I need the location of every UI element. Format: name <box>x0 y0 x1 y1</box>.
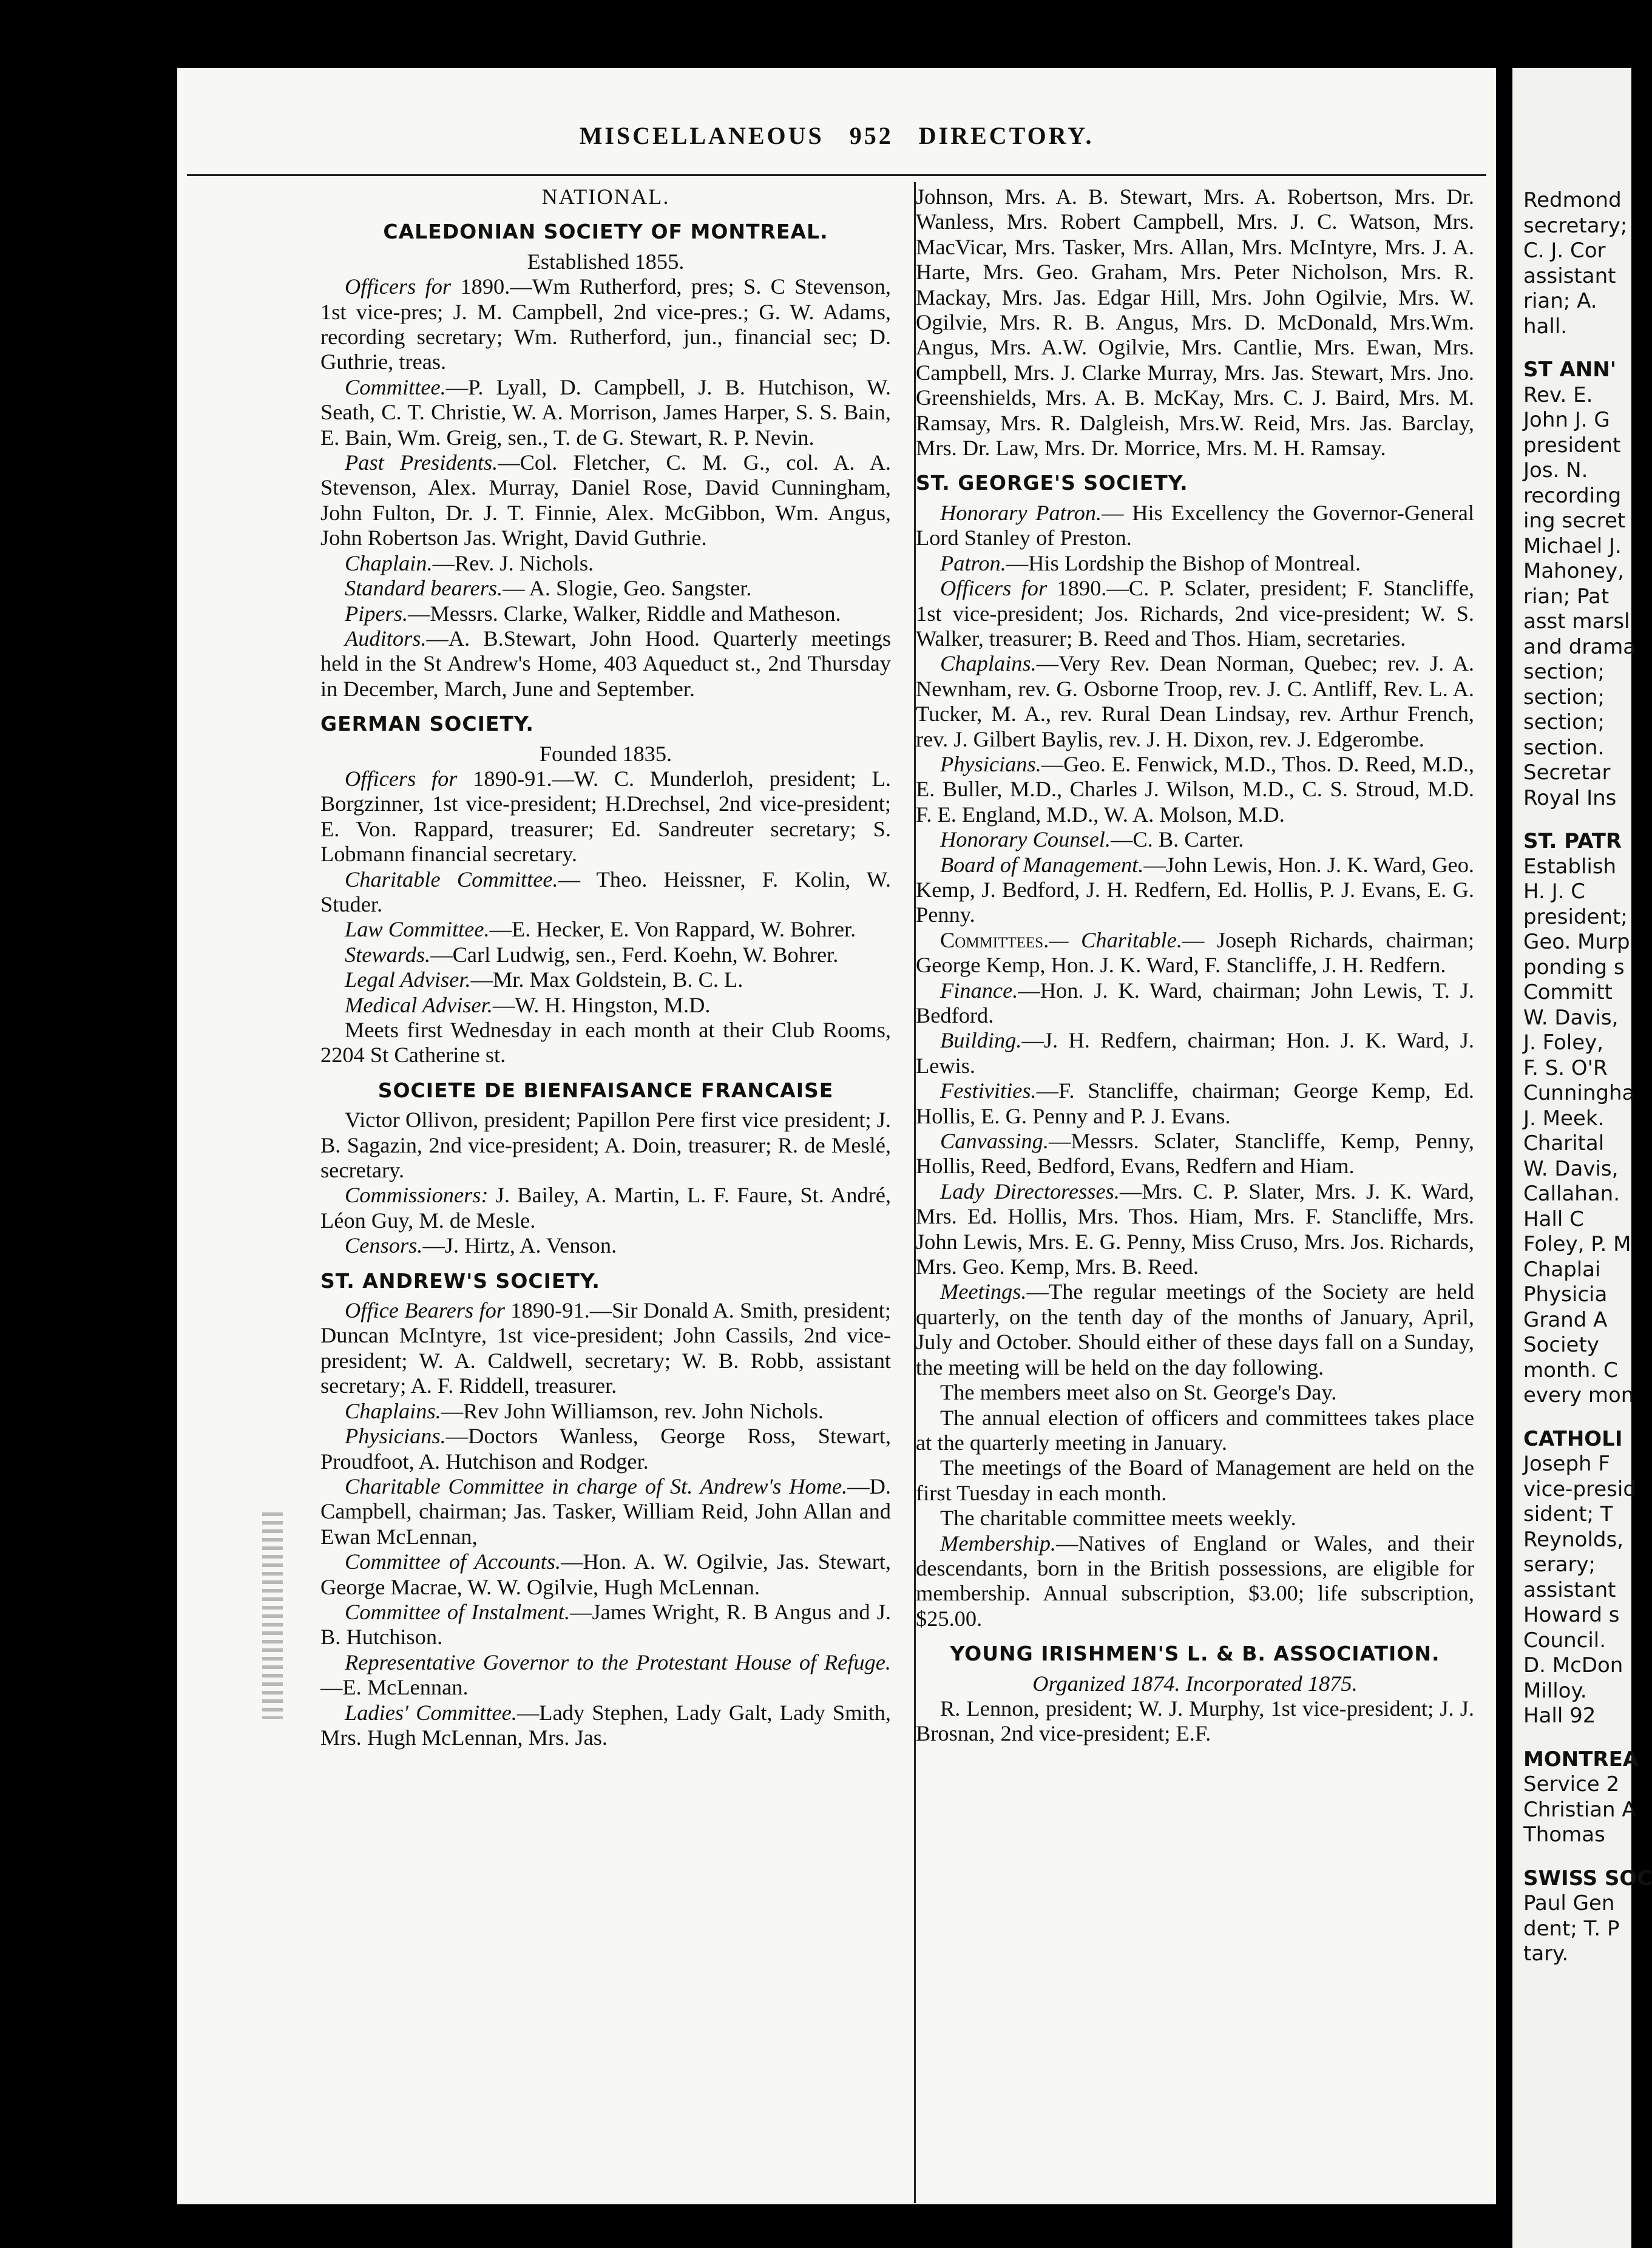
strip-line: D. McDon <box>1523 1653 1623 1678</box>
caledonian-standard-bearers: Standard bearers.— A. Slogie, Geo. Sangster. <box>345 576 752 601</box>
strip-line: Paul Gen <box>1523 1891 1615 1915</box>
strip-line: ing secret <box>1523 509 1626 533</box>
bienfaisance-commissioners: Commissioners: J. Bailey, A. Martin, L. F. Faure, St. André, Léon Guy, M. de Mesle. <box>320 1183 891 1233</box>
page-number: 952 <box>849 122 893 149</box>
st-george-counsel: Honorary Counsel.—C. B. Carter. <box>940 827 1244 852</box>
strip-heading: ST. PATR <box>1523 829 1622 853</box>
caledonian-established: Established 1855. <box>527 249 685 274</box>
german-founded: Founded 1835. <box>539 741 672 766</box>
st-george-board-meet: The meetings of the Board of Management are held on the first Tuesday in each month. <box>916 1455 1474 1505</box>
header-left: MISCELLANEOUS <box>579 122 824 149</box>
st-andrew-ladies: Ladies' Committee.—Lady Stephen, Lady Galt, Lady Smith, Mrs. Hugh McLennan, Mrs. Jas. <box>320 1700 891 1750</box>
strip-line: Michael J. <box>1523 533 1622 558</box>
st-george-patron: Patron.—His Lordship the Bishop of Montreal. <box>940 550 1361 575</box>
strip-line: assistant <box>1523 1577 1616 1602</box>
st-andrew-instalment: Committee of Instalment.—James Wright, R. B Angus and J. B. Hutchison. <box>320 1599 891 1650</box>
heading-german: GERMAN SOCIETY. <box>320 712 534 736</box>
strip-line: dent; T. P <box>1523 1916 1620 1941</box>
strip-heading: CATHOLI <box>1523 1426 1623 1451</box>
st-andrew-accounts: Committee of Accounts.—Hon. A. W. Ogilvie, Jas. Stewart, George Macrae, W. W. Ogilvie, Hugh McLennan. <box>320 1549 891 1599</box>
strip-line: secretary; <box>1523 213 1628 238</box>
strip-heading: SWISS SOC <box>1523 1866 1652 1891</box>
strip-line: Reynolds, <box>1523 1527 1624 1552</box>
st-andrew-bearers: Office Bearers for 1890-91.—Sir Donald A. Smith, president; Duncan McIntyre, 1st vice-president; John Cassils, 2nd vice-president; W. A. Caldwell, secretary; W. B. Robb, assistant secretary; A. F. Riddell, treasurer. <box>320 1298 891 1398</box>
strip-line: Mahoney, <box>1523 559 1624 583</box>
strip-line: section; <box>1523 710 1605 734</box>
strip-line: rian; A. <box>1523 289 1597 313</box>
strip-line: president <box>1523 433 1621 458</box>
st-george-hon-patron: Honorary Patron.— His Excellency the Governor-General Lord Stanley of Preston. <box>916 500 1475 550</box>
strip-heading: ST ANN' <box>1523 357 1617 382</box>
strip-line: Royal Ins <box>1523 785 1617 810</box>
strip-line: Callahan. <box>1523 1182 1620 1206</box>
st-andrew-refuge: Representative Governor to the Protestant House of Refuge.—E. McLennan. <box>320 1650 891 1700</box>
st-george-annual: The annual election of officers and committees takes place at the quarterly meeting in January. <box>916 1405 1474 1455</box>
left-column <box>320 185 891 1750</box>
strip-line: H. J. C <box>1523 879 1585 904</box>
young-irishmen-organized: Organized 1874. Incorporated 1875. <box>1032 1671 1358 1696</box>
st-george-officers: Officers for 1890.—C. P. Sclater, president; F. Stancliffe, 1st vice-president; Jos. Richards, 2nd vice-president; W. S. Walker, treasurer; B. Reed and Thos. Hiam, secretaries. <box>916 576 1474 651</box>
german-medical: Medical Adviser.—W. H. Hingston, M.D. <box>345 992 711 1017</box>
strip-line: Service 2 <box>1523 1772 1620 1796</box>
strip-line: Foley, P. M <box>1523 1232 1631 1256</box>
german-meets: Meets first Wednesday in each month at their Club Rooms, 2204 St Catherine st. <box>320 1018 891 1068</box>
caledonian-past-presidents: Past Presidents.—Col. Fletcher, C. M. G., col. A. A. Stevenson, Alex. Murray, Daniel Rose, David Cunningham, John Fulton, Dr. J. T. Finnie, Alex. McGibbon, Wm. Angus, John Robertson Jas. Wright, David Guthrie. <box>320 450 891 550</box>
section-national: NATIONAL. <box>541 185 670 209</box>
strip-line: Chaplai <box>1523 1257 1601 1282</box>
strip-line: Establish <box>1523 854 1617 879</box>
heading-young-irishmen: YOUNG IRISHMEN'S L. & B. ASSOCIATION. <box>950 1642 1440 1666</box>
strip-line: Cunningha <box>1523 1081 1635 1105</box>
st-andrew-home: Charitable Committee in charge of St. Andrew's Home.—D. Campbell, chairman; Jas. Tasker, William Reid, John Allan and Ewan McLennan, <box>320 1474 891 1549</box>
caledonian-committee: Committee.—P. Lyall, D. Campbell, J. B. Hutchison, W. Seath, C. T. Christie, W. A. Morrison, James Harper, S. S. Bain, E. Bain, Wm. Greig, sen., T. de G. Stewart, R. P. Nevin. <box>320 374 891 450</box>
st-george-lady-directoresses: Lady Directoresses.—Mrs. C. P. Slater, Mrs. J. K. Ward, Mrs. Ed. Hollis, Mrs. Thos. Hiam, Mrs. F. Stancliffe, Mrs. John Lewis, Mrs. E. G. Penny, Miss Cruso, Mrs. Jos. Richards, Mrs. Geo. Kemp, Mrs. B. Reed. <box>916 1179 1474 1279</box>
bienfaisance-censors: Censors.—J. Hirtz, A. Venson. <box>345 1233 617 1258</box>
st-andrew-chaplains: Chaplains.—Rev John Williamson, rev. John Nichols. <box>345 1398 824 1423</box>
strip-line: month. C <box>1523 1358 1618 1383</box>
strip-line: Physicia <box>1523 1282 1608 1307</box>
heading-st-andrew: ST. ANDREW'S SOCIETY. <box>320 1268 600 1293</box>
heading-caledonian: CALEDONIAN SOCIETY OF MONTREAL. <box>383 220 828 244</box>
caledonian-officers: Officers for 1890.—Wm Rutherford, pres; S. C Stevenson, 1st vice-pres; J. M. Campbell, 2nd vice-pres.; G. W. Adams, recording secretary; Wm. Rutherford, jun., financial sec; D. Guthrie, treas. <box>320 274 891 374</box>
strip-line: Society <box>1523 1333 1599 1357</box>
st-george-physicians: Physicians.—Geo. E. Fenwick, M.D., Thos. D. Reed, M.D., E. Buller, M.D., Charles J. Wilson, M.D., C. S. Stroud, M.D. F. E. England, M.D., W. A. Molson, M.D. <box>916 751 1474 827</box>
st-george-meet-also: The members meet also on St. George's Day. <box>940 1380 1337 1405</box>
strip-line: Rev. E. <box>1523 382 1593 407</box>
german-charitable: Charitable Committee.— Theo. Heissner, F. Kolin, W. Studer. <box>320 867 892 916</box>
strip-line: Milloy. <box>1523 1678 1587 1703</box>
strip-line: ponding s <box>1523 955 1625 980</box>
caledonian-auditors: Auditors.—A. B.Stewart, John Hood. Quarterly meetings held in the St Andrew's Home, 403 Aqueduct st., 2nd Thursday in December, March, June and September. <box>320 626 891 701</box>
strip-line: Thomas <box>1523 1823 1605 1847</box>
strip-line: Charital <box>1523 1131 1605 1156</box>
right-column <box>916 185 1474 1747</box>
german-law: Law Committee.—E. Hecker, E. Von Rappard, W. Bohrer. <box>345 917 856 942</box>
strip-line: recording <box>1523 483 1622 508</box>
heading-bienfaisance: SOCIETE DE BIENFAISANCE FRANCAISE <box>377 1078 834 1102</box>
margin-smudge <box>262 1512 283 1719</box>
directory-page <box>177 68 1496 2204</box>
page-header <box>177 121 1496 150</box>
strip-line: serary; <box>1523 1552 1596 1577</box>
young-irishmen-officers: R. Lennon, president; W. J. Murphy, 1st vice-president; J. J. Brosnan, 2nd vice-president; E.F. <box>916 1696 1474 1746</box>
st-george-finance: Finance.—Hon. J. K. Ward, chairman; John Lewis, T. J. Bedford. <box>916 978 1474 1028</box>
st-george-festivities: Festivities.—F. Stancliffe, chairman; George Kemp, Ed. Hollis, E. G. Penny and P. J. Evans. <box>916 1078 1474 1128</box>
strip-line: section; <box>1523 685 1605 709</box>
ladies-continuation: Johnson, Mrs. A. B. Stewart, Mrs. A. Robertson, Mrs. Dr. Wanless, Mrs. Robert Campbell, Mrs. J. C. Watson, Mrs. MacVicar, Mrs. Tasker, Mrs. Allan, Mrs. McIntyre, Mrs. J. A. Harte, Mrs. Geo. Graham, Mrs. Peter Nicholson, Mrs. R. Mackay, Mrs. Jas. Edgar Hill, Mrs. John Ogilvie, Mrs. W. Ogilvie, Mrs. R. B. Angus, Mrs. D. McDonald, Mrs.Wm. Angus, Mrs. A.W. Ogilvie, Mrs. Cantlie, Mrs. Ewan, Mrs. Campbell, Mrs. J. Clarke Murray, Mrs. Jas. Stewart, Mrs. Jno. Greenshields, Mrs. A. B. McKay, Mrs. C. J. Baird, Mrs. M. Ramsay, Mrs. R. Dalgleish, Mrs.W. Reid, Mrs. Jas. Barclay, Mrs. Dr. Law, Mrs. Dr. Morrice, Mrs. M. H. Ramsay. <box>916 185 1474 461</box>
strip-line: John J. G <box>1523 408 1610 432</box>
strip-line: hall. <box>1523 314 1568 339</box>
st-george-membership: Membership.—Natives of England or Wales, and their descendants, born in the British possessions, are eligible for membership. Annual subscription, $3.00; life subscription, $25.00. <box>916 1531 1474 1631</box>
strip-line: Howard s <box>1523 1603 1620 1627</box>
strip-line: sident; T <box>1523 1502 1613 1526</box>
strip-line: and drama <box>1523 634 1636 659</box>
strip-line: Joseph F <box>1523 1452 1610 1476</box>
strip-line: J. Foley, <box>1523 1031 1604 1055</box>
caledonian-chaplain: Chaplain.—Rev. J. Nichols. <box>345 550 594 575</box>
german-stewards: Stewards.—Carl Ludwig, sen., Ferd. Koehn, W. Bohrer. <box>345 942 839 967</box>
strip-line: president; <box>1523 904 1628 929</box>
strip-line: rian; Pat <box>1523 584 1610 609</box>
strip-line: Secretar <box>1523 760 1611 785</box>
strip-line: Redmond <box>1523 188 1622 212</box>
st-george-chaplains: Chaplains.—Very Rev. Dean Norman, Quebec; rev. J. A. Newnham, rev. G. Osborne Troop, rev. J. C. Antliff, Rev. L. A. Tucker, M. A., rev. Rural Dean Lindsay, rev. Arthur French, rev. J. Gilbert Baylis, rev. J. H. Dixon, rev. J. Edgerombe. <box>916 651 1474 751</box>
strip-line: tary. <box>1523 1942 1569 1966</box>
bienfaisance-officers: Victor Ollivon, president; Papillon Pere first vice president; J. B. Sagazin, 2nd vice-president; A. Doin, treasurer; R. de Meslé, secretary. <box>320 1108 891 1183</box>
heading-st-george: ST. GEORGE'S SOCIETY. <box>916 471 1188 495</box>
strip-line: section. <box>1523 735 1605 760</box>
strip-line: section; <box>1523 660 1605 684</box>
caledonian-pipers: Pipers.—Messrs. Clarke, Walker, Riddle and Matheson. <box>345 601 841 626</box>
strip-line: Hall C <box>1523 1207 1584 1231</box>
st-george-canvassing: Canvassing.—Messrs. Sclater, Stancliffe, Kemp, Penny, Hollis, Reed, Bedford, Evans, Redfern and Hiam. <box>916 1129 1474 1179</box>
strip-line: Committ <box>1523 980 1613 1004</box>
next-page-fragment <box>1512 68 1652 2248</box>
strip-line: F. S. O'R <box>1523 1055 1608 1080</box>
strip-line: W. Davis, <box>1523 1005 1619 1030</box>
strip-line: asst marsl <box>1523 609 1630 634</box>
strip-line: W. Davis, <box>1523 1156 1619 1181</box>
header-rule <box>187 174 1486 176</box>
next-page-text <box>1523 188 1652 1967</box>
st-george-charitable-weekly: The charitable committee meets weekly. <box>940 1506 1296 1531</box>
st-george-board: Board of Management.—John Lewis, Hon. J. K. Ward, Geo. Kemp, J. Bedford, J. H. Redfern, Ed. Hollis, P. J. Evans, E. G. Penny. <box>916 852 1474 927</box>
strip-line: Christian A <box>1523 1797 1636 1822</box>
strip-line: Hall 92 <box>1523 1704 1596 1728</box>
german-officers: Officers for 1890-91.—W. C. Munderloh, president; L. Borgzinner, 1st vice-president; H.Drechsel, 2nd vice-president; E. Von. Rappard, treasurer; Ed. Sandreuter secretary; S. Lobmann financial secretary. <box>320 766 891 867</box>
german-legal: Legal Adviser.—Mr. Max Goldstein, B. C. L. <box>345 967 743 992</box>
strip-heading: MONTREA <box>1523 1747 1639 1772</box>
st-george-meetings: Meetings.—The regular meetings of the Society are held quarterly, on the tenth day of the months of January, April, July and October. Should either of these days fall on a Sunday, the meeting will be held on the day following. <box>916 1279 1474 1380</box>
strip-line: Jos. N. <box>1523 458 1588 482</box>
strip-line: Grand A <box>1523 1307 1608 1332</box>
strip-line: J. Meek. <box>1523 1106 1605 1131</box>
st-andrew-physicians: Physicians.—Doctors Wanless, George Ross, Stewart, Proudfoot, A. Hutchison and Rodger. <box>320 1424 891 1474</box>
strip-line: Geo. Murp <box>1523 930 1630 954</box>
strip-line: every mon <box>1523 1383 1634 1407</box>
header-right: DIRECTORY. <box>918 122 1094 149</box>
st-george-building: Building.—J. H. Redfern, chairman; Hon. J. K. Ward, J. Lewis. <box>916 1028 1474 1078</box>
strip-line: assistant <box>1523 263 1616 288</box>
strip-line: vice-presid <box>1523 1477 1636 1501</box>
strip-line: Council. <box>1523 1628 1606 1653</box>
st-george-committees: Committees.— Charitable.— Joseph Richards, chairman; George Kemp, Hon. J. K. Ward, F. Stancliffe, J. H. Redfern. <box>916 927 1474 978</box>
strip-line: C. J. Cor <box>1523 239 1606 263</box>
